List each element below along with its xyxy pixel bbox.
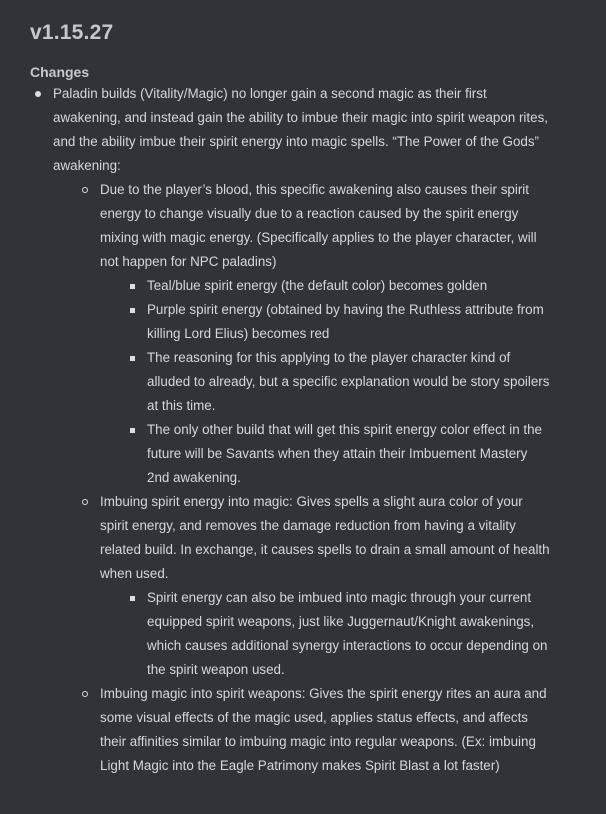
bullet-square-icon [130, 356, 135, 361]
list-item-text: Due to the player’s blood, this specific awakening also causes their spirit energy to change visually due to a reaction caused by the spirit energy mixing with magic energy. (Specifically applies to the player character, will not happen for NPC paladins) [100, 182, 537, 269]
patch-notes [30, 18, 550, 778]
list-item-players-blood [76, 178, 550, 490]
version-title: v1.15.27 [30, 21, 114, 44]
list-item-text: Spirit energy can also be imbued into magic through your current equipped spirit weapons, just like Juggernaut/Knight awakenings, which causes additional synergy interactions to occur depending on the spirit weapon used. [147, 590, 548, 677]
list-item-imbuing-magic-into-spirit-weapons [76, 682, 550, 778]
list-item-purple [124, 298, 550, 346]
list-item-text: Imbuing spirit energy into magic: Gives spells a slight aura color of your spirit energy, and removes the damage reduction from having a vitality related build. In exchange, it causes spells to drain a small amount of health when used. [100, 494, 550, 581]
bullet-square-icon [130, 284, 135, 289]
bullet-disc-icon [35, 91, 41, 97]
bullet-square-icon [130, 308, 135, 313]
bullet-circle-icon [82, 499, 88, 505]
sub-sub-list [124, 274, 550, 490]
changes-heading: Changes [30, 64, 90, 80]
bullet-circle-icon [82, 691, 88, 697]
bullet-square-icon [130, 428, 135, 433]
list-item-text: The reasoning for this applying to the player character kind of alluded to already, but a specific explanation would be story spoilers at this time. [147, 350, 550, 413]
list-item-text: Imbuing magic into spirit weapons: Gives the spirit energy rites an aura and some visual effects of the magic used, applies status effects, and affects their affinities similar to imbuing magic into regular weapons. (Ex: imbuing Light Magic into the Eagle Patrimony makes Spirit Blast a lot faster) [100, 686, 547, 773]
bullet-square-icon [130, 596, 135, 601]
list-item-imbuing-spirit-into-magic [76, 490, 550, 682]
list-item-reasoning [124, 346, 550, 418]
list-item-equipped-spirit-weapons [124, 586, 550, 682]
changes-list [30, 82, 550, 778]
list-item-text: Teal/blue spirit energy (the default color) becomes golden [147, 278, 488, 293]
list-item-text: Purple spirit energy (obtained by having the Ruthless attribute from killing Lord Elius) becomes red [147, 302, 544, 341]
list-item-text: The only other build that will get this spirit energy color effect in the future will be Savants when they attain their Imbuement Mastery 2nd awakening. [147, 422, 542, 485]
list-item-savants [124, 418, 550, 490]
sub-sub-list [124, 586, 550, 682]
list-item-text: Paladin builds (Vitality/Magic) no longer gain a second magic as their first awakening, and instead gain the ability to imbue their magic into spirit weapon rites, and the ability imbue their spirit energy into magic spells. “The Power of the Gods” awakening: [53, 86, 548, 173]
sub-list [76, 178, 550, 778]
list-item-teal-blue [124, 274, 550, 298]
list-item-paladin-builds [30, 82, 550, 778]
bullet-circle-icon [82, 187, 88, 193]
